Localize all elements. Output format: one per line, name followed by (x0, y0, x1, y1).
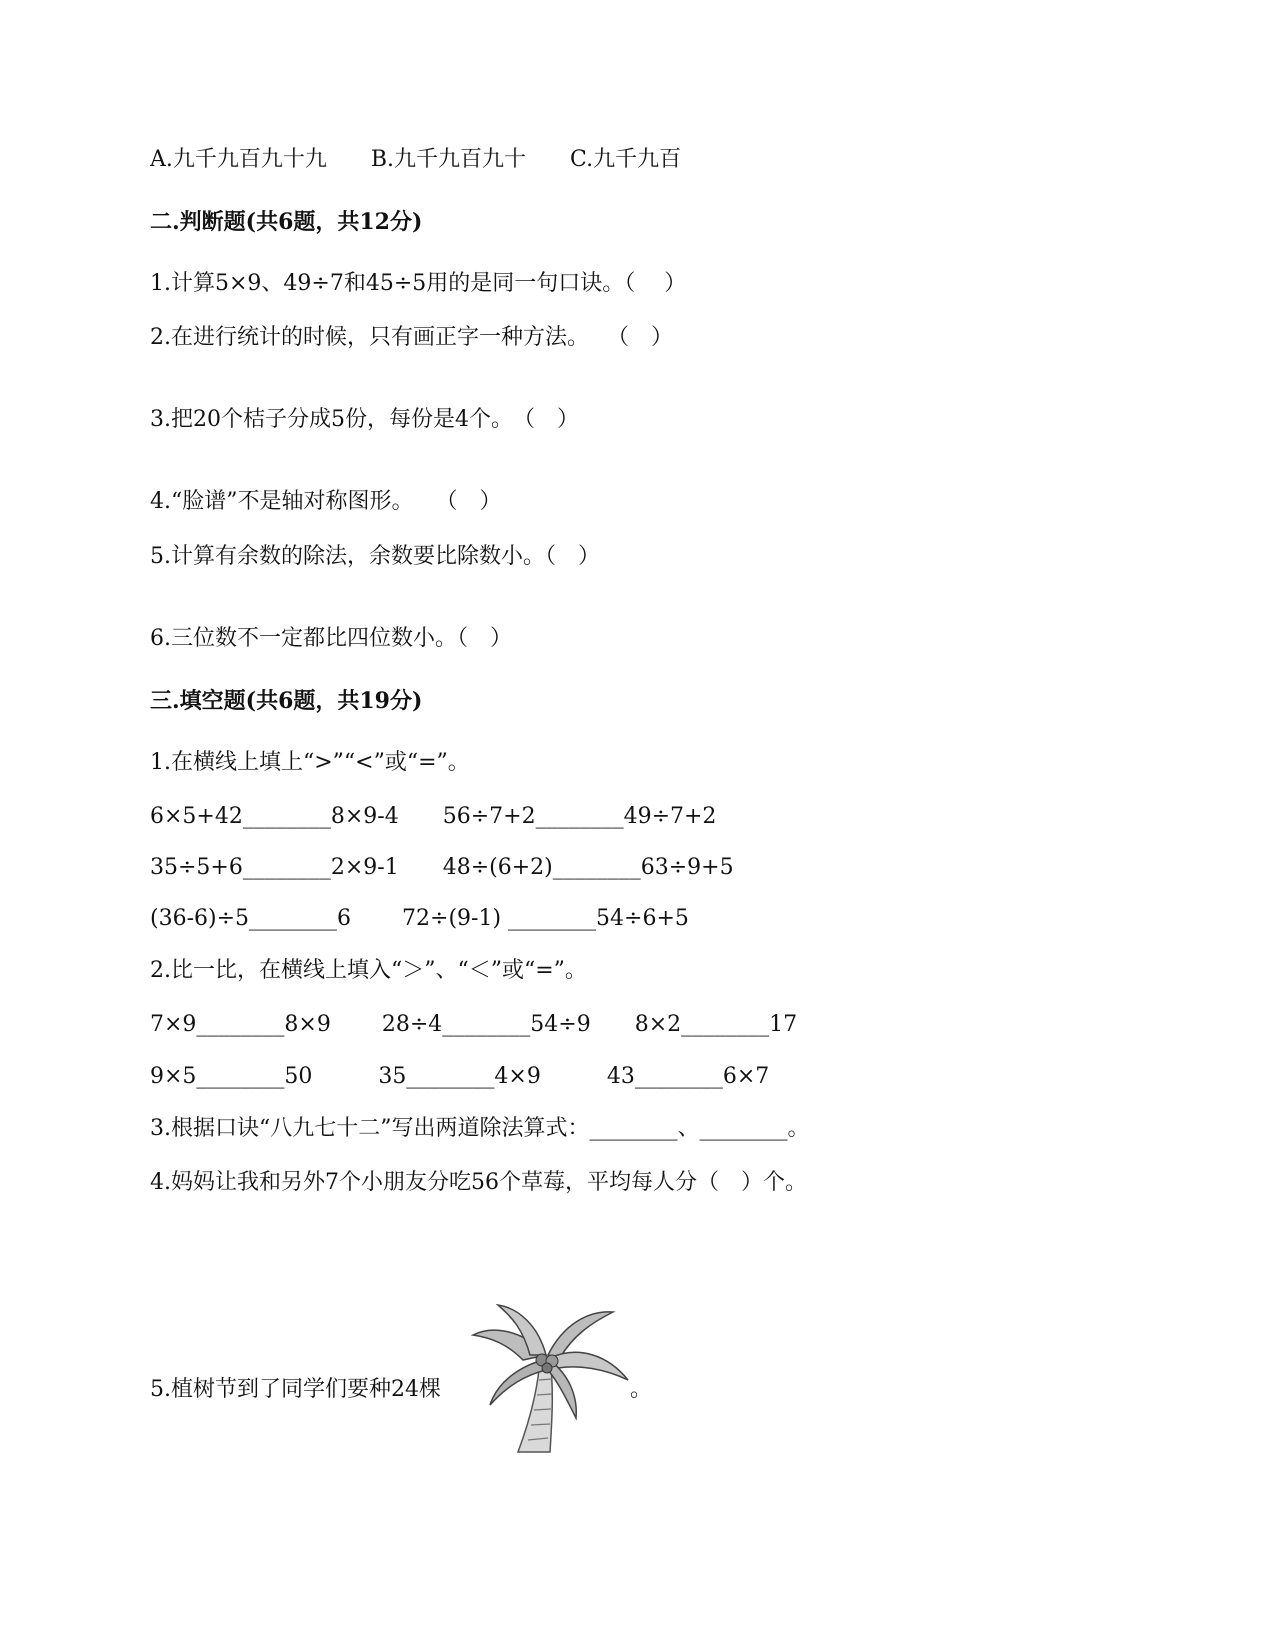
fill-q1-row-1: 6×5+42________8×9-4 56÷7+2________49÷7+2 (150, 804, 717, 829)
judgement-item-4: 4.“脸谱”不是轴对称图形。 （ ） (150, 489, 502, 514)
judgement-item-1: 1.计算5×9、49÷7和45÷5用的是同一句口诀。（ ） (150, 271, 687, 296)
choice-options: A.九千九百九十九 B.九千九百九十 C.九千九百 (150, 147, 682, 172)
palm-tree-image (468, 1300, 638, 1460)
fill-q1-row-3: (36-6)÷5________6 72÷(9-1) ________54÷6+5 (150, 906, 689, 931)
fill-q2-row-1: 7×9________8×9 28÷4________54÷9 8×2________17 (150, 1012, 798, 1037)
fill-q5-start: 5.植树节到了同学们要种24棵 (150, 1377, 441, 1402)
fill-q1-prompt: 1.在横线上填上“>”“<”或“=”。 (150, 750, 470, 775)
fill-q2-prompt: 2.比一比，在横线上填入“＞”、“＜”或“=”。 (150, 958, 587, 983)
section-heading-fill-blank: 三.填空题(共6题，共19分) (150, 688, 423, 714)
fill-q5-end: 。 (630, 1377, 653, 1402)
fill-q4: 4.妈妈让我和另外7个小朋友分吃56个草莓，平均每人分（ ）个。 (150, 1170, 807, 1195)
fill-q3: 3.根据口诀“八九七十二”写出两道除法算式：________、________。 (150, 1116, 810, 1141)
judgement-item-5: 5.计算有余数的除法，余数要比除数小。（ ） (150, 544, 600, 569)
judgement-item-2: 2.在进行统计的时候，只有画正字一种方法。 （ ） (150, 325, 673, 350)
fill-q2-row-2: 9×5________50 35________4×9 43________6×7 (150, 1064, 770, 1089)
judgement-item-3: 3.把20个桔子分成5份，每份是4个。 （ ） (150, 407, 579, 432)
fill-q1-row-2: 35÷5+6________2×9-1 48÷(6+2)________63÷9+5 (150, 855, 734, 880)
section-heading-judgement: 二.判断题(共6题，共12分) (150, 209, 423, 235)
judgement-item-6: 6.三位数不一定都比四位数小。（ ） (150, 626, 512, 651)
